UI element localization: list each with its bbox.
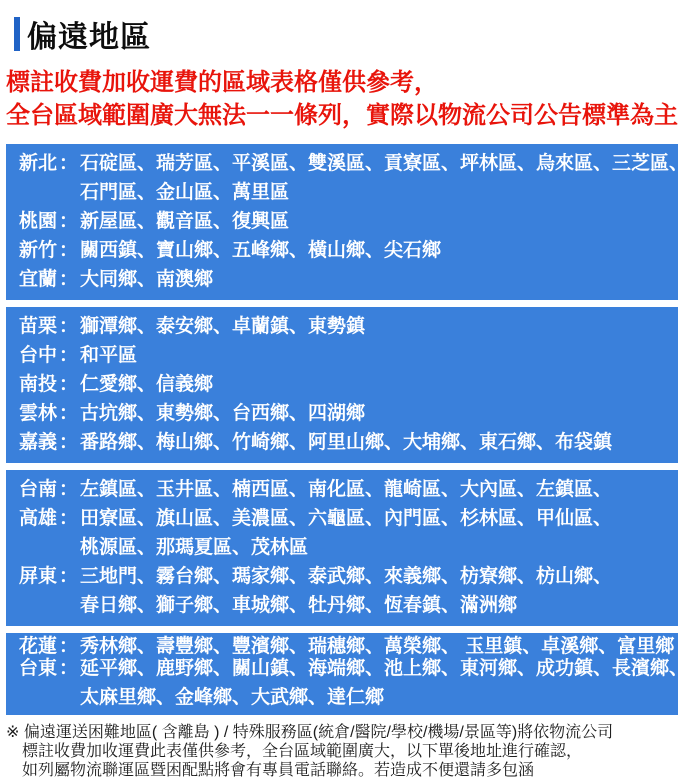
colon-separator: ： [59, 403, 79, 424]
region-line: 和平區 [80, 345, 138, 366]
region-lines [80, 236, 672, 265]
notice-line-2: 全台區域範圍廣大無法一一條列，實際以物流公司公告標準為主 [6, 102, 678, 129]
colon-separator: ： [59, 240, 79, 261]
region-label: 桃園 [19, 211, 58, 232]
region-label: 台東 [19, 658, 58, 679]
page-title-row [14, 12, 678, 56]
region-label: 新北 [19, 153, 58, 174]
region-lines [80, 207, 672, 236]
colon-separator: ： [59, 316, 79, 337]
colon-separator: ： [59, 432, 79, 453]
region-entry [6, 636, 675, 658]
colon-separator: ： [59, 374, 79, 395]
colon-separator: ： [59, 636, 79, 657]
region-label: 台南 [19, 479, 58, 500]
region-label: 花蓮 [19, 636, 58, 657]
region-entry [6, 399, 672, 428]
colon-separator: ： [59, 269, 79, 290]
region-lines [80, 658, 688, 709]
region-lines [80, 149, 688, 207]
region-lines [80, 636, 674, 658]
page-title: 偏遠地區 [27, 21, 151, 54]
region-entry [6, 207, 672, 236]
region-lines [80, 312, 672, 341]
colon-separator: ： [59, 658, 79, 679]
region-line: 桃源區、那瑪夏區、茂林區 [80, 537, 309, 558]
footnote [6, 723, 678, 780]
colon-separator: ： [59, 508, 79, 529]
region-lines [80, 399, 672, 428]
colon-separator: ： [59, 153, 79, 174]
region-lines [80, 475, 672, 504]
region-block-south [6, 470, 678, 626]
region-lines [80, 562, 672, 620]
footnote-line-3: 如列屬物流聯運區暨困配點將會有專員電話聯絡。若造成不便還請多包涵 [22, 762, 535, 779]
region-entry [6, 149, 689, 207]
region-label: 高雄 [19, 508, 58, 529]
region-line: 秀林鄉、壽豐鄉、豐濱鄉、瑞穗鄉、萬榮鄉、 玉里鎮、卓溪鄉、富里鄉 [80, 636, 675, 657]
region-lines [80, 265, 672, 294]
region-label: 南投 [19, 374, 58, 395]
region-label: 新竹 [19, 240, 58, 261]
region-line: 三地門、霧台鄉、瑪家鄉、泰武鄉、來義鄉、枋寮鄉、枋山鄉、 [80, 566, 613, 587]
region-entry [6, 428, 672, 457]
region-label: 宜蘭 [19, 269, 58, 290]
region-label: 台中 [19, 345, 58, 366]
region-line: 番路鄉、梅山鄉、竹崎鄉、阿里山鄉、大埔鄉、東石鄉、布袋鎮 [80, 432, 613, 453]
region-line: 古坑鄉、東勢鄉、台西鄉、四湖鄉 [80, 403, 366, 424]
region-entry [6, 658, 689, 709]
region-entry [6, 341, 672, 370]
region-line: 獅潭鄉、泰安鄉、卓蘭鎮、東勢鎮 [80, 316, 366, 337]
region-line: 太麻里鄉、金峰鄉、大武鄉、達仁鄉 [80, 687, 385, 708]
region-line: 大同鄉、南澳鄉 [80, 269, 214, 290]
region-block-east [6, 633, 689, 715]
region-entry [6, 370, 672, 399]
region-entry [6, 236, 672, 265]
colon-separator: ： [59, 566, 79, 587]
title-accent-bar [14, 17, 20, 51]
region-line: 石碇區、瑞芳區、平溪區、雙溪區、貢寮區、坪林區、烏來區、三芝區、 [80, 153, 689, 174]
region-lines [80, 370, 672, 399]
notice-line-1: 標註收費加收運費的區域表格僅供參考， [6, 69, 438, 96]
region-line: 延平鄉、鹿野鄉、關山鎮、海端鄉、池上鄉、東河鄉、成功鎮、長濱鄉、 [80, 658, 689, 679]
region-block-north [6, 144, 689, 300]
red-warning-notice [6, 66, 678, 132]
region-label: 嘉義 [19, 432, 58, 453]
region-label: 雲林 [19, 403, 58, 424]
region-label: 苗栗 [19, 316, 58, 337]
region-entry [6, 312, 672, 341]
region-line: 仁愛鄉、信義鄉 [80, 374, 214, 395]
footnote-line-1: ※ 偏遠運送困難地區( 含離島 ) / 特殊服務區(統倉/醫院/學校/機場/景區等)將依物流公司 [6, 724, 614, 741]
region-entry [6, 562, 672, 620]
region-line: 新屋區、觀音區、復興區 [80, 211, 290, 232]
region-line: 春日鄉、獅子鄉、車城鄉、牡丹鄉、恆春鎮、滿洲鄉 [80, 595, 518, 616]
footnote-line-2: 標註收費加收運費此表僅供參考，全台區域範圍廣大，以下單後地址進行確認， [22, 743, 583, 760]
colon-separator: ： [59, 345, 79, 366]
region-entry [6, 504, 672, 562]
region-lines [80, 428, 672, 457]
region-lines [80, 341, 672, 370]
region-line: 左鎮區、玉井區、楠西區、南化區、龍崎區、大內區、左鎮區、 [80, 479, 613, 500]
region-line: 關西鎮、寶山鄉、五峰鄉、橫山鄉、尖石鄉 [80, 240, 442, 261]
region-label: 屏東 [19, 566, 58, 587]
colon-separator: ： [59, 479, 79, 500]
region-lines [80, 504, 672, 562]
region-entry [6, 475, 672, 504]
region-line: 田寮區、旗山區、美濃區、六龜區、內門區、杉林區、甲仙區、 [80, 508, 613, 529]
region-line: 石門區、金山區、萬里區 [80, 182, 290, 203]
region-block-central [6, 307, 678, 463]
region-entry [6, 265, 672, 294]
colon-separator: ： [59, 211, 79, 232]
